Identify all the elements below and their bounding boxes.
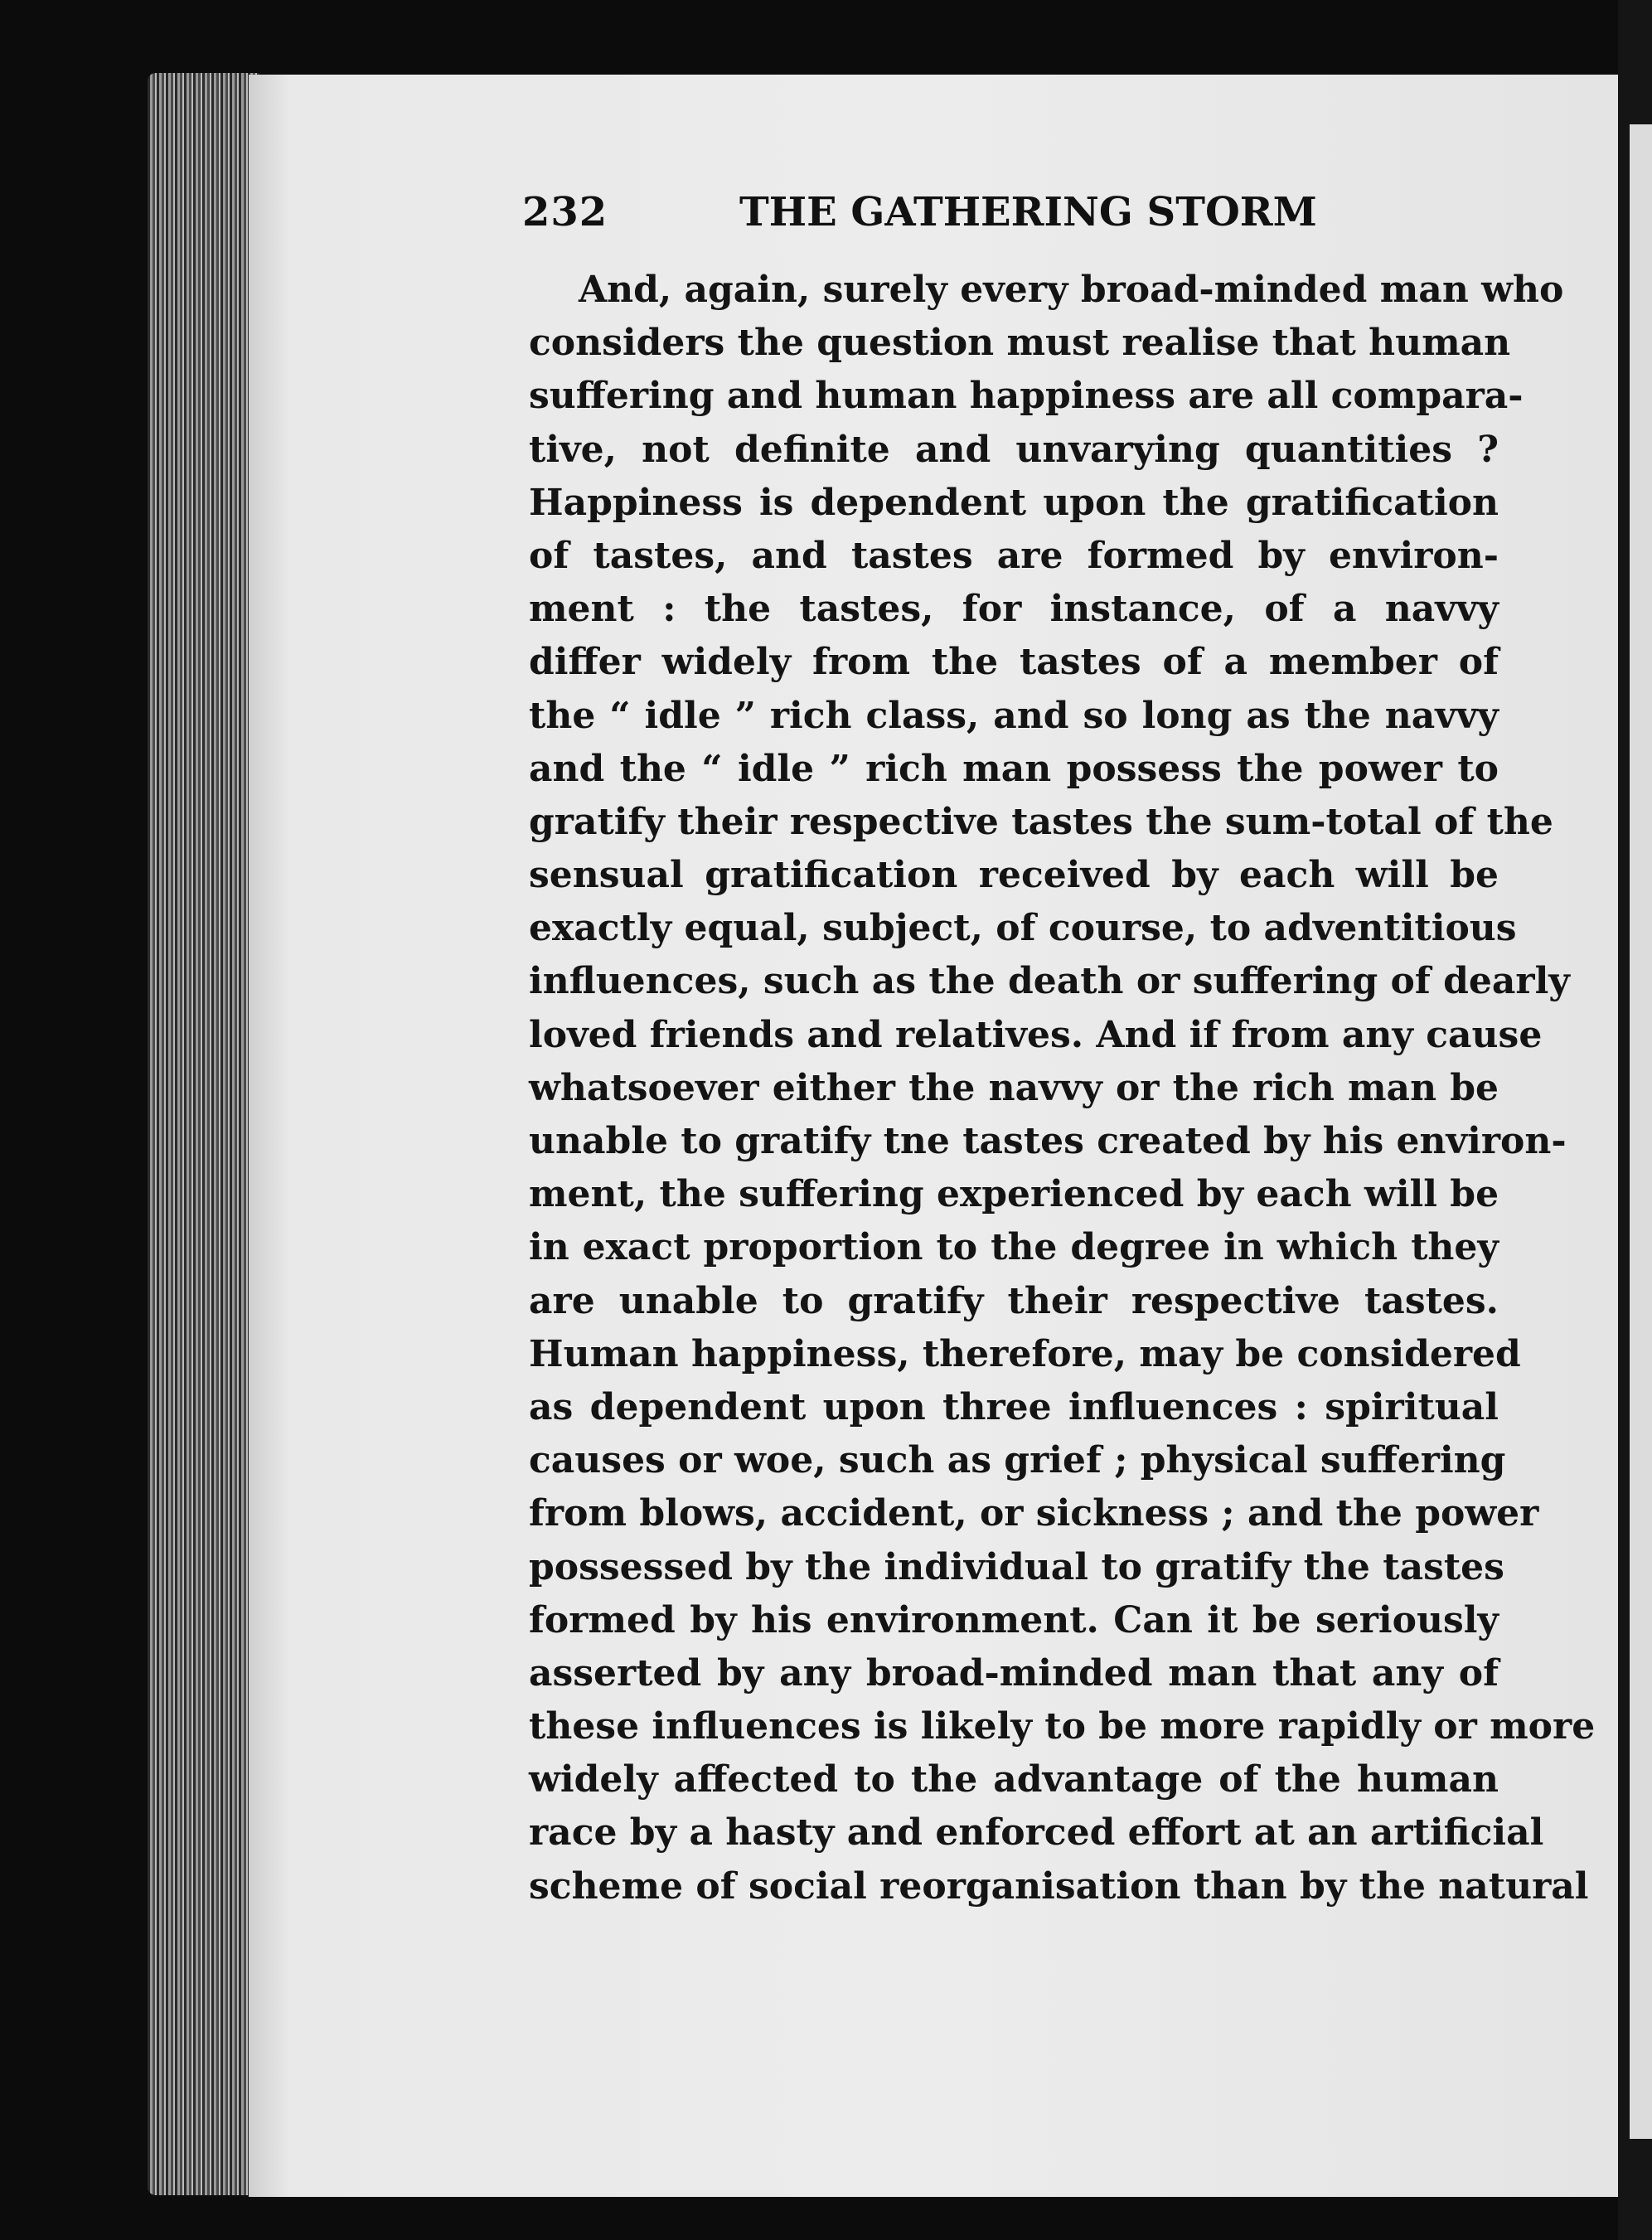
text-line: these influences is likely to be more rapidly or more <box>529 1705 1596 1748</box>
text-line: loved friends and relatives. And if from any cause <box>529 1013 1543 1056</box>
text-line: are unable to gratify their respective tastes. <box>529 1279 1499 1322</box>
text-line: causes or woe, such as grief ; physical suffering <box>529 1439 1506 1482</box>
text-line: possessed by the individual to gratify the tastes <box>529 1545 1504 1588</box>
book-page-edges <box>148 73 259 2195</box>
text-line: gratify their respective tastes the sum-total of the <box>529 800 1553 843</box>
text-line: the “ idle ” rich class, and so long as the navvy <box>529 694 1499 737</box>
text-line: widely affected to the advantage of the human <box>529 1758 1499 1801</box>
text-line: and the “ idle ” rich man possess the power to <box>529 747 1499 790</box>
text-line: asserted by any broad-minded man that any of <box>529 1651 1499 1695</box>
running-title: THE GATHERING STORM <box>739 189 1317 235</box>
text-line: tive, not definite and unvarying quantities ? <box>529 428 1499 471</box>
text-line: from blows, accident, or sickness ; and the power <box>529 1492 1539 1535</box>
text-line: ment : the tastes, for instance, of a navvy <box>529 588 1499 631</box>
text-line: as dependent upon three influences : spiritual <box>529 1385 1499 1428</box>
text-line: considers the question must realise that human <box>529 322 1511 365</box>
text-line: influences, such as the death or suffering of dearly <box>529 960 1570 1003</box>
text-line: formed by his environment. Can it be seriously <box>529 1598 1499 1641</box>
text-line: race by a hasty and enforced effort at an artificial <box>529 1811 1544 1855</box>
text-line: whatsoever either the navvy or the rich man be <box>529 1066 1499 1109</box>
text-line: And, again, surely every broad-minded man who <box>579 269 1564 311</box>
text-line: exactly equal, subject, of course, to adventitious <box>529 907 1517 950</box>
text-line: in exact proportion to the degree in which they <box>529 1226 1499 1269</box>
text-line: sensual gratification received by each will be <box>529 854 1499 897</box>
text-line: Happiness is dependent upon the gratification <box>529 481 1499 524</box>
text-line: of tastes, and tastes are formed by environ- <box>529 534 1499 577</box>
running-head <box>522 189 1517 247</box>
text-line: suffering and human happiness are all compara- <box>529 375 1524 418</box>
page-number: 232 <box>522 189 608 235</box>
text-line: ment, the suffering experienced by each will be <box>529 1173 1499 1216</box>
facing-page-sliver <box>1630 124 1652 2139</box>
text-line: scheme of social reorganisation than by the natural <box>529 1864 1589 1908</box>
text-line: Human happiness, therefore, may be considered <box>529 1332 1521 1375</box>
text-line: differ widely from the tastes of a member of <box>529 641 1499 684</box>
text-line: unable to gratify tne tastes created by his environ- <box>529 1120 1567 1162</box>
body-text <box>529 264 1596 1913</box>
